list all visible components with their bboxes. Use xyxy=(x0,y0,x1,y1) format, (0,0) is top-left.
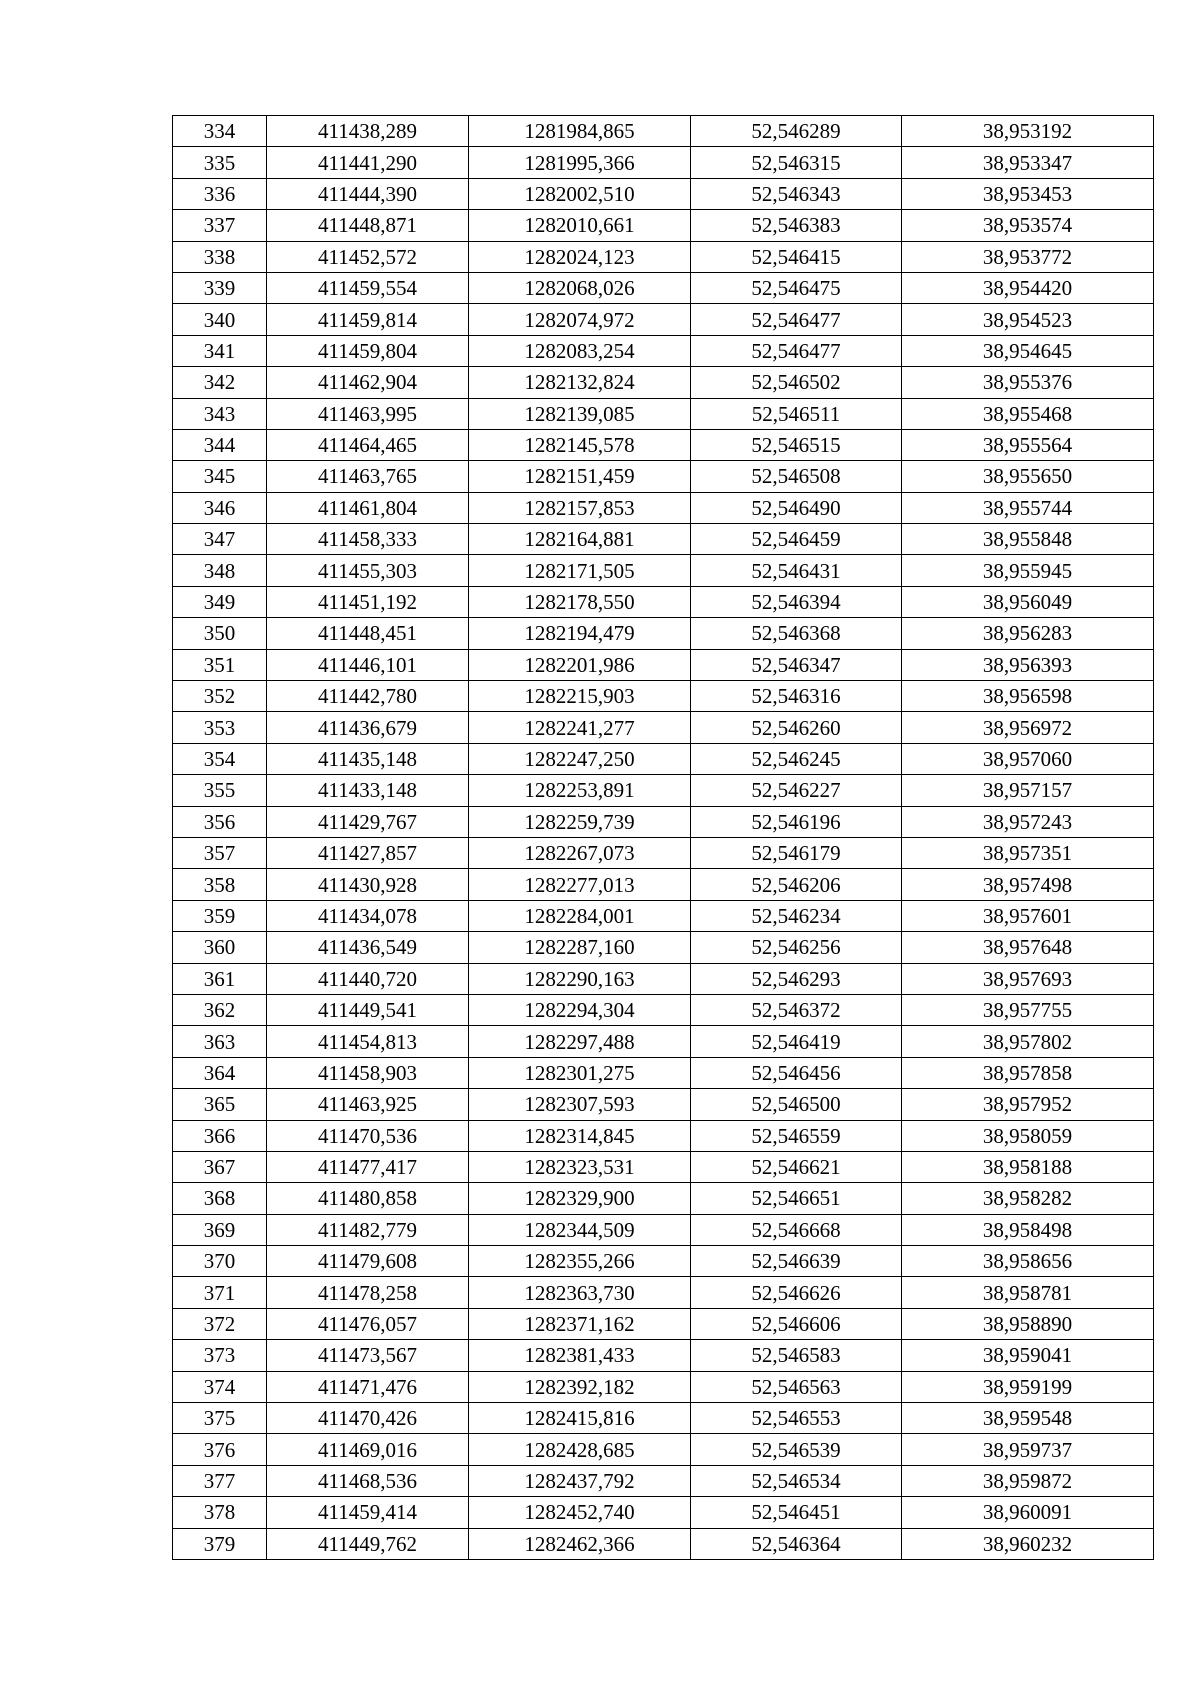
x-coordinate-cell: 411479,608 xyxy=(267,1246,469,1277)
longitude-cell: 38,960091 xyxy=(902,1497,1154,1528)
table-row xyxy=(173,1026,1154,1057)
point-number-cell: 352 xyxy=(173,681,267,712)
y-coordinate-cell: 1282297,488 xyxy=(469,1026,691,1057)
table-row xyxy=(173,1371,1154,1402)
y-coordinate-cell: 1282267,073 xyxy=(469,837,691,868)
x-coordinate-cell: 411434,078 xyxy=(267,900,469,931)
longitude-cell: 38,955564 xyxy=(902,429,1154,460)
x-coordinate-cell: 411463,765 xyxy=(267,461,469,492)
x-coordinate-cell: 411468,536 xyxy=(267,1465,469,1496)
latitude-cell: 52,546316 xyxy=(691,681,902,712)
longitude-cell: 38,957693 xyxy=(902,963,1154,994)
latitude-cell: 52,546315 xyxy=(691,147,902,178)
table-row xyxy=(173,994,1154,1025)
table-row xyxy=(173,304,1154,335)
table-row xyxy=(173,210,1154,241)
point-number-cell: 344 xyxy=(173,429,267,460)
longitude-cell: 38,957157 xyxy=(902,775,1154,806)
point-number-cell: 337 xyxy=(173,210,267,241)
y-coordinate-cell: 1282164,881 xyxy=(469,524,691,555)
longitude-cell: 38,957243 xyxy=(902,806,1154,837)
y-coordinate-cell: 1282344,509 xyxy=(469,1214,691,1245)
x-coordinate-cell: 411470,536 xyxy=(267,1120,469,1151)
table-row xyxy=(173,241,1154,272)
latitude-cell: 52,546245 xyxy=(691,743,902,774)
x-coordinate-cell: 411459,804 xyxy=(267,335,469,366)
y-coordinate-cell: 1282247,250 xyxy=(469,743,691,774)
point-number-cell: 354 xyxy=(173,743,267,774)
latitude-cell: 52,546456 xyxy=(691,1057,902,1088)
x-coordinate-cell: 411459,554 xyxy=(267,272,469,303)
x-coordinate-cell: 411458,333 xyxy=(267,524,469,555)
longitude-cell: 38,954420 xyxy=(902,272,1154,303)
longitude-cell: 38,955945 xyxy=(902,555,1154,586)
latitude-cell: 52,546372 xyxy=(691,994,902,1025)
table-row xyxy=(173,1340,1154,1371)
table-row xyxy=(173,555,1154,586)
y-coordinate-cell: 1282068,026 xyxy=(469,272,691,303)
point-number-cell: 369 xyxy=(173,1214,267,1245)
y-coordinate-cell: 1282307,593 xyxy=(469,1089,691,1120)
point-number-cell: 377 xyxy=(173,1465,267,1496)
latitude-cell: 52,546394 xyxy=(691,586,902,617)
latitude-cell: 52,546368 xyxy=(691,618,902,649)
x-coordinate-cell: 411461,804 xyxy=(267,492,469,523)
table-row xyxy=(173,178,1154,209)
point-number-cell: 378 xyxy=(173,1497,267,1528)
x-coordinate-cell: 411449,541 xyxy=(267,994,469,1025)
longitude-cell: 38,955376 xyxy=(902,367,1154,398)
point-number-cell: 345 xyxy=(173,461,267,492)
latitude-cell: 52,546475 xyxy=(691,272,902,303)
x-coordinate-cell: 411478,258 xyxy=(267,1277,469,1308)
longitude-cell: 38,959199 xyxy=(902,1371,1154,1402)
x-coordinate-cell: 411455,303 xyxy=(267,555,469,586)
x-coordinate-cell: 411444,390 xyxy=(267,178,469,209)
point-number-cell: 366 xyxy=(173,1120,267,1151)
table-row xyxy=(173,272,1154,303)
coordinates-table xyxy=(172,115,1154,1560)
table-row xyxy=(173,963,1154,994)
x-coordinate-cell: 411469,016 xyxy=(267,1434,469,1465)
y-coordinate-cell: 1282284,001 xyxy=(469,900,691,931)
point-number-cell: 339 xyxy=(173,272,267,303)
table-row xyxy=(173,429,1154,460)
point-number-cell: 363 xyxy=(173,1026,267,1057)
point-number-cell: 343 xyxy=(173,398,267,429)
table-row xyxy=(173,681,1154,712)
point-number-cell: 356 xyxy=(173,806,267,837)
latitude-cell: 52,546289 xyxy=(691,116,902,147)
y-coordinate-cell: 1282241,277 xyxy=(469,712,691,743)
longitude-cell: 38,955744 xyxy=(902,492,1154,523)
point-number-cell: 346 xyxy=(173,492,267,523)
table-row xyxy=(173,712,1154,743)
latitude-cell: 52,546477 xyxy=(691,304,902,335)
longitude-cell: 38,959737 xyxy=(902,1434,1154,1465)
y-coordinate-cell: 1282253,891 xyxy=(469,775,691,806)
point-number-cell: 340 xyxy=(173,304,267,335)
x-coordinate-cell: 411435,148 xyxy=(267,743,469,774)
point-number-cell: 358 xyxy=(173,869,267,900)
table-row xyxy=(173,524,1154,555)
x-coordinate-cell: 411470,426 xyxy=(267,1403,469,1434)
latitude-cell: 52,546490 xyxy=(691,492,902,523)
longitude-cell: 38,958781 xyxy=(902,1277,1154,1308)
y-coordinate-cell: 1282139,085 xyxy=(469,398,691,429)
latitude-cell: 52,546508 xyxy=(691,461,902,492)
longitude-cell: 38,955848 xyxy=(902,524,1154,555)
table-row xyxy=(173,869,1154,900)
x-coordinate-cell: 411441,290 xyxy=(267,147,469,178)
table-row xyxy=(173,147,1154,178)
point-number-cell: 376 xyxy=(173,1434,267,1465)
y-coordinate-cell: 1282259,739 xyxy=(469,806,691,837)
y-coordinate-cell: 1282010,661 xyxy=(469,210,691,241)
y-coordinate-cell: 1282363,730 xyxy=(469,1277,691,1308)
table-row xyxy=(173,398,1154,429)
table-row xyxy=(173,492,1154,523)
x-coordinate-cell: 411430,928 xyxy=(267,869,469,900)
latitude-cell: 52,546347 xyxy=(691,649,902,680)
longitude-cell: 38,953192 xyxy=(902,116,1154,147)
point-number-cell: 350 xyxy=(173,618,267,649)
longitude-cell: 38,956972 xyxy=(902,712,1154,743)
y-coordinate-cell: 1282462,366 xyxy=(469,1528,691,1559)
latitude-cell: 52,546477 xyxy=(691,335,902,366)
table-row xyxy=(173,1497,1154,1528)
table-row xyxy=(173,932,1154,963)
table-row xyxy=(173,1089,1154,1120)
longitude-cell: 38,953453 xyxy=(902,178,1154,209)
y-coordinate-cell: 1282301,275 xyxy=(469,1057,691,1088)
table-row xyxy=(173,335,1154,366)
longitude-cell: 38,958656 xyxy=(902,1246,1154,1277)
table-row xyxy=(173,1528,1154,1559)
x-coordinate-cell: 411462,904 xyxy=(267,367,469,398)
point-number-cell: 349 xyxy=(173,586,267,617)
latitude-cell: 52,546419 xyxy=(691,1026,902,1057)
table-row xyxy=(173,837,1154,868)
x-coordinate-cell: 411433,148 xyxy=(267,775,469,806)
longitude-cell: 38,958498 xyxy=(902,1214,1154,1245)
y-coordinate-cell: 1282178,550 xyxy=(469,586,691,617)
longitude-cell: 38,957648 xyxy=(902,932,1154,963)
point-number-cell: 372 xyxy=(173,1308,267,1339)
point-number-cell: 347 xyxy=(173,524,267,555)
x-coordinate-cell: 411473,567 xyxy=(267,1340,469,1371)
table-row xyxy=(173,649,1154,680)
y-coordinate-cell: 1282329,900 xyxy=(469,1183,691,1214)
point-number-cell: 361 xyxy=(173,963,267,994)
longitude-cell: 38,959548 xyxy=(902,1403,1154,1434)
latitude-cell: 52,546179 xyxy=(691,837,902,868)
y-coordinate-cell: 1282074,972 xyxy=(469,304,691,335)
point-number-cell: 348 xyxy=(173,555,267,586)
latitude-cell: 52,546606 xyxy=(691,1308,902,1339)
y-coordinate-cell: 1282024,123 xyxy=(469,241,691,272)
point-number-cell: 334 xyxy=(173,116,267,147)
latitude-cell: 52,546364 xyxy=(691,1528,902,1559)
longitude-cell: 38,958282 xyxy=(902,1183,1154,1214)
point-number-cell: 342 xyxy=(173,367,267,398)
longitude-cell: 38,957498 xyxy=(902,869,1154,900)
longitude-cell: 38,956049 xyxy=(902,586,1154,617)
latitude-cell: 52,546563 xyxy=(691,1371,902,1402)
y-coordinate-cell: 1282323,531 xyxy=(469,1151,691,1182)
x-coordinate-cell: 411458,903 xyxy=(267,1057,469,1088)
y-coordinate-cell: 1282355,266 xyxy=(469,1246,691,1277)
longitude-cell: 38,957060 xyxy=(902,743,1154,774)
latitude-cell: 52,546227 xyxy=(691,775,902,806)
x-coordinate-cell: 411452,572 xyxy=(267,241,469,272)
longitude-cell: 38,957802 xyxy=(902,1026,1154,1057)
latitude-cell: 52,546431 xyxy=(691,555,902,586)
longitude-cell: 38,956283 xyxy=(902,618,1154,649)
table-row xyxy=(173,618,1154,649)
latitude-cell: 52,546559 xyxy=(691,1120,902,1151)
latitude-cell: 52,546415 xyxy=(691,241,902,272)
point-number-cell: 355 xyxy=(173,775,267,806)
longitude-cell: 38,957858 xyxy=(902,1057,1154,1088)
latitude-cell: 52,546500 xyxy=(691,1089,902,1120)
latitude-cell: 52,546451 xyxy=(691,1497,902,1528)
x-coordinate-cell: 411448,451 xyxy=(267,618,469,649)
longitude-cell: 38,959041 xyxy=(902,1340,1154,1371)
table-row xyxy=(173,1183,1154,1214)
table-row xyxy=(173,116,1154,147)
table-row xyxy=(173,775,1154,806)
latitude-cell: 52,546621 xyxy=(691,1151,902,1182)
point-number-cell: 362 xyxy=(173,994,267,1025)
longitude-cell: 38,960232 xyxy=(902,1528,1154,1559)
y-coordinate-cell: 1282415,816 xyxy=(469,1403,691,1434)
y-coordinate-cell: 1282151,459 xyxy=(469,461,691,492)
longitude-cell: 38,954645 xyxy=(902,335,1154,366)
table-row xyxy=(173,806,1154,837)
table-row xyxy=(173,1246,1154,1277)
table-row xyxy=(173,1214,1154,1245)
x-coordinate-cell: 411440,720 xyxy=(267,963,469,994)
latitude-cell: 52,546343 xyxy=(691,178,902,209)
point-number-cell: 368 xyxy=(173,1183,267,1214)
x-coordinate-cell: 411448,871 xyxy=(267,210,469,241)
point-number-cell: 365 xyxy=(173,1089,267,1120)
y-coordinate-cell: 1282452,740 xyxy=(469,1497,691,1528)
latitude-cell: 52,546234 xyxy=(691,900,902,931)
x-coordinate-cell: 411476,057 xyxy=(267,1308,469,1339)
longitude-cell: 38,956598 xyxy=(902,681,1154,712)
latitude-cell: 52,546260 xyxy=(691,712,902,743)
point-number-cell: 364 xyxy=(173,1057,267,1088)
longitude-cell: 38,958059 xyxy=(902,1120,1154,1151)
y-coordinate-cell: 1282290,163 xyxy=(469,963,691,994)
table-row xyxy=(173,1465,1154,1496)
point-number-cell: 374 xyxy=(173,1371,267,1402)
table-row xyxy=(173,461,1154,492)
x-coordinate-cell: 411449,762 xyxy=(267,1528,469,1559)
latitude-cell: 52,546293 xyxy=(691,963,902,994)
x-coordinate-cell: 411446,101 xyxy=(267,649,469,680)
latitude-cell: 52,546196 xyxy=(691,806,902,837)
y-coordinate-cell: 1282145,578 xyxy=(469,429,691,460)
y-coordinate-cell: 1282083,254 xyxy=(469,335,691,366)
y-coordinate-cell: 1282437,792 xyxy=(469,1465,691,1496)
point-number-cell: 359 xyxy=(173,900,267,931)
x-coordinate-cell: 411463,995 xyxy=(267,398,469,429)
y-coordinate-cell: 1282201,986 xyxy=(469,649,691,680)
latitude-cell: 52,546534 xyxy=(691,1465,902,1496)
y-coordinate-cell: 1282132,824 xyxy=(469,367,691,398)
x-coordinate-cell: 411459,814 xyxy=(267,304,469,335)
longitude-cell: 38,953347 xyxy=(902,147,1154,178)
x-coordinate-cell: 411436,549 xyxy=(267,932,469,963)
x-coordinate-cell: 411429,767 xyxy=(267,806,469,837)
latitude-cell: 52,546583 xyxy=(691,1340,902,1371)
point-number-cell: 375 xyxy=(173,1403,267,1434)
point-number-cell: 379 xyxy=(173,1528,267,1559)
longitude-cell: 38,959872 xyxy=(902,1465,1154,1496)
point-number-cell: 353 xyxy=(173,712,267,743)
longitude-cell: 38,955468 xyxy=(902,398,1154,429)
y-coordinate-cell: 1282194,479 xyxy=(469,618,691,649)
latitude-cell: 52,546626 xyxy=(691,1277,902,1308)
latitude-cell: 52,546383 xyxy=(691,210,902,241)
longitude-cell: 38,953772 xyxy=(902,241,1154,272)
y-coordinate-cell: 1281984,865 xyxy=(469,116,691,147)
latitude-cell: 52,546515 xyxy=(691,429,902,460)
y-coordinate-cell: 1282287,160 xyxy=(469,932,691,963)
point-number-cell: 357 xyxy=(173,837,267,868)
latitude-cell: 52,546511 xyxy=(691,398,902,429)
x-coordinate-cell: 411471,476 xyxy=(267,1371,469,1402)
x-coordinate-cell: 411482,779 xyxy=(267,1214,469,1245)
x-coordinate-cell: 411427,857 xyxy=(267,837,469,868)
coordinates-table-body xyxy=(173,116,1154,1560)
longitude-cell: 38,958188 xyxy=(902,1151,1154,1182)
point-number-cell: 370 xyxy=(173,1246,267,1277)
x-coordinate-cell: 411451,192 xyxy=(267,586,469,617)
longitude-cell: 38,954523 xyxy=(902,304,1154,335)
point-number-cell: 373 xyxy=(173,1340,267,1371)
point-number-cell: 341 xyxy=(173,335,267,366)
y-coordinate-cell: 1282381,433 xyxy=(469,1340,691,1371)
longitude-cell: 38,957755 xyxy=(902,994,1154,1025)
latitude-cell: 52,546459 xyxy=(691,524,902,555)
longitude-cell: 38,955650 xyxy=(902,461,1154,492)
point-number-cell: 338 xyxy=(173,241,267,272)
longitude-cell: 38,958890 xyxy=(902,1308,1154,1339)
y-coordinate-cell: 1282314,845 xyxy=(469,1120,691,1151)
y-coordinate-cell: 1282294,304 xyxy=(469,994,691,1025)
x-coordinate-cell: 411454,813 xyxy=(267,1026,469,1057)
longitude-cell: 38,957351 xyxy=(902,837,1154,868)
x-coordinate-cell: 411442,780 xyxy=(267,681,469,712)
x-coordinate-cell: 411459,414 xyxy=(267,1497,469,1528)
table-row xyxy=(173,1057,1154,1088)
x-coordinate-cell: 411477,417 xyxy=(267,1151,469,1182)
y-coordinate-cell: 1282277,013 xyxy=(469,869,691,900)
y-coordinate-cell: 1282002,510 xyxy=(469,178,691,209)
longitude-cell: 38,957952 xyxy=(902,1089,1154,1120)
latitude-cell: 52,546668 xyxy=(691,1214,902,1245)
longitude-cell: 38,957601 xyxy=(902,900,1154,931)
point-number-cell: 336 xyxy=(173,178,267,209)
table-row xyxy=(173,1277,1154,1308)
latitude-cell: 52,546206 xyxy=(691,869,902,900)
point-number-cell: 367 xyxy=(173,1151,267,1182)
table-row xyxy=(173,586,1154,617)
latitude-cell: 52,546639 xyxy=(691,1246,902,1277)
point-number-cell: 351 xyxy=(173,649,267,680)
y-coordinate-cell: 1282157,853 xyxy=(469,492,691,523)
point-number-cell: 371 xyxy=(173,1277,267,1308)
table-row xyxy=(173,1151,1154,1182)
x-coordinate-cell: 411438,289 xyxy=(267,116,469,147)
table-row xyxy=(173,743,1154,774)
latitude-cell: 52,546502 xyxy=(691,367,902,398)
latitude-cell: 52,546539 xyxy=(691,1434,902,1465)
table-row xyxy=(173,1434,1154,1465)
latitude-cell: 52,546553 xyxy=(691,1403,902,1434)
latitude-cell: 52,546256 xyxy=(691,932,902,963)
table-row xyxy=(173,1120,1154,1151)
x-coordinate-cell: 411463,925 xyxy=(267,1089,469,1120)
y-coordinate-cell: 1282392,182 xyxy=(469,1371,691,1402)
longitude-cell: 38,956393 xyxy=(902,649,1154,680)
table-row xyxy=(173,367,1154,398)
y-coordinate-cell: 1282428,685 xyxy=(469,1434,691,1465)
y-coordinate-cell: 1282171,505 xyxy=(469,555,691,586)
x-coordinate-cell: 411436,679 xyxy=(267,712,469,743)
y-coordinate-cell: 1282215,903 xyxy=(469,681,691,712)
x-coordinate-cell: 411464,465 xyxy=(267,429,469,460)
point-number-cell: 335 xyxy=(173,147,267,178)
table-row xyxy=(173,1403,1154,1434)
table-row xyxy=(173,1308,1154,1339)
table-row xyxy=(173,900,1154,931)
x-coordinate-cell: 411480,858 xyxy=(267,1183,469,1214)
longitude-cell: 38,953574 xyxy=(902,210,1154,241)
y-coordinate-cell: 1281995,366 xyxy=(469,147,691,178)
latitude-cell: 52,546651 xyxy=(691,1183,902,1214)
y-coordinate-cell: 1282371,162 xyxy=(469,1308,691,1339)
point-number-cell: 360 xyxy=(173,932,267,963)
